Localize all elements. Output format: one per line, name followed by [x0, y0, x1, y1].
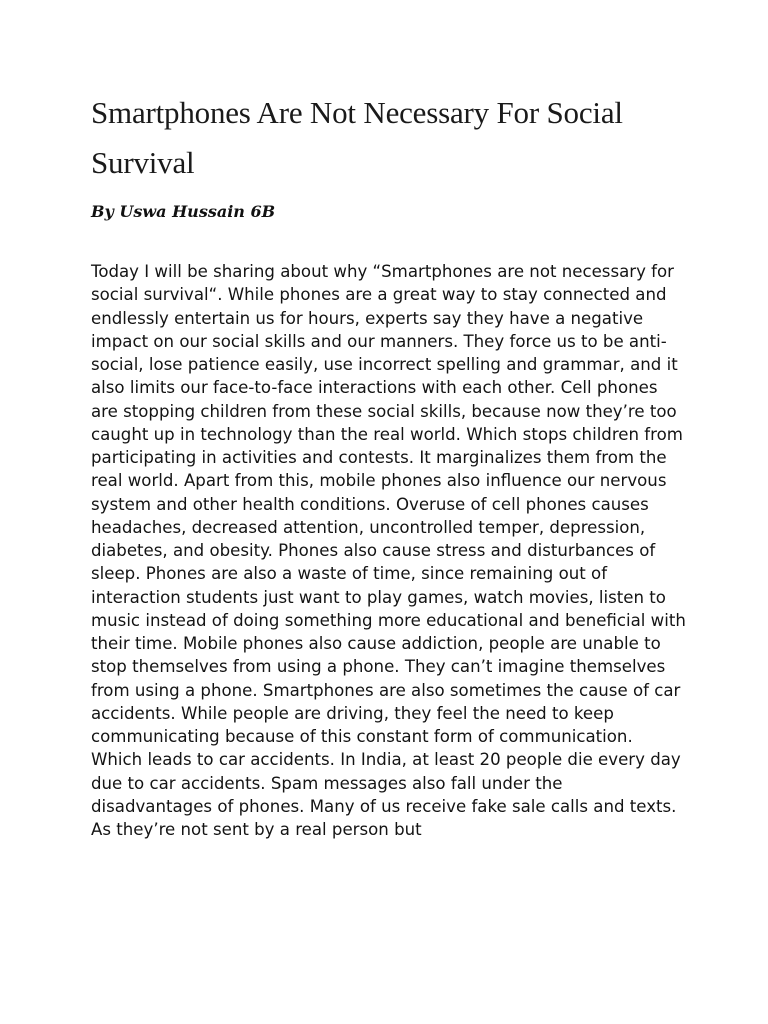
- author-byline: By Uswa Hussain 6B: [91, 202, 276, 221]
- page-title: Smartphones Are Not Necessary For Social Survival: [91, 95, 623, 180]
- body-paragraph: Today I will be sharing about why “Smartphones are not necessary for social survival“. While phones are a great way to stay connected and endlessly entertain us for hours, experts say they have a negative impact on our social skills and our manners. They force us to be anti-social, lose patience easily, use incorrect spelling and grammar, and it also limits our face-to-face interactions with each other. Cell phones are stopping children from these social skills, because now they’re too caught up in technology than the real world. Which stops children from participating in activities and contests. It marginalizes them from the real world. Apart from this, mobile phones also influence our nervous system and other health conditions. Overuse of cell phones causes headaches, decreased attention, uncontrolled temper, depression, diabetes, and obesity. Phones also cause stress and disturbances of sleep. Phones are also a waste of time, since remaining out of interaction students just want to play games, watch movies, listen to music instead of doing something more educational and beneficial with their time. Mobile phones also cause addiction, people are unable to stop themselves from using a phone. They can’t imagine themselves from using a phone. Smartphones are also sometimes the cause of car accidents. While people are driving, they feel the need to keep communicating because of this constant form of communication. Which leads to car accidents. In India, at least 20 people die every day due to car accidents. Spam messages also fall under the disadvantages of phones. Many of us receive fake sale calls and texts. As they’re not sent by a real person but: [91, 262, 686, 839]
